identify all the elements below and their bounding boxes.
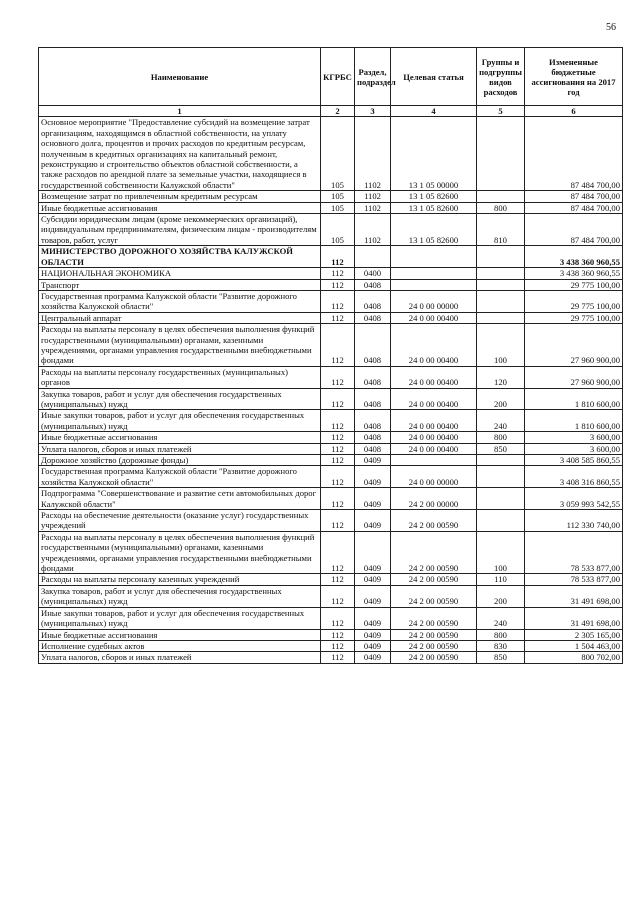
row-name: Центральный аппарат — [39, 312, 321, 323]
row-kgrbs: 112 — [321, 531, 355, 574]
column-number: 3 — [355, 106, 391, 117]
column-number-row — [39, 106, 623, 117]
row-razdel: 0408 — [355, 279, 391, 290]
row-expense-type: 830 — [477, 640, 525, 651]
row-kgrbs: 112 — [321, 574, 355, 585]
row-name: Расходы на выплаты персоналу в целях обеспечения выполнения функций государственными (муниципальными) органами, казенными учреждениями, органами управления государственными внебюджетными фондами — [39, 531, 321, 574]
row-name: Государственная программа Калужской области "Развитие дорожного хозяйства Калужской области" — [39, 290, 321, 312]
row-kgrbs: 112 — [321, 366, 355, 388]
row-target-article: 24 2 00 00590 — [391, 640, 477, 651]
table-row — [39, 388, 623, 410]
table-row — [39, 279, 623, 290]
row-razdel: 1102 — [355, 214, 391, 246]
page-number: 56 — [606, 22, 616, 33]
column-number: 2 — [321, 106, 355, 117]
row-razdel: 1102 — [355, 117, 391, 191]
header-razdel: Раздел, подраздел — [355, 48, 391, 106]
table-row — [39, 585, 623, 607]
row-amount: 27 960 900,00 — [525, 324, 623, 367]
row-kgrbs: 112 — [321, 510, 355, 532]
table-row — [39, 574, 623, 585]
table-row — [39, 312, 623, 323]
row-name: Подпрограмма "Совершенствование и развитие сети автомобильных дорог Калужской области" — [39, 488, 321, 510]
row-razdel — [355, 246, 391, 268]
table-row — [39, 214, 623, 246]
row-kgrbs: 112 — [321, 652, 355, 663]
row-razdel: 0400 — [355, 268, 391, 279]
row-target-article: 24 0 00 00400 — [391, 312, 477, 323]
row-target-article: 24 2 00 00000 — [391, 488, 477, 510]
row-expense-type: 200 — [477, 388, 525, 410]
row-name: Расходы на обеспечение деятельности (оказание услуг) государственных учреждений — [39, 510, 321, 532]
table-row — [39, 290, 623, 312]
row-amount: 31 491 698,00 — [525, 585, 623, 607]
row-amount: 87 484 700,00 — [525, 117, 623, 191]
row-name: Расходы на выплаты персоналу в целях обеспечения выполнения функций государственными (муниципальными) органами, казенными учреждениями, органами управления государственными внебюджетными фондами — [39, 324, 321, 367]
row-kgrbs: 112 — [321, 290, 355, 312]
header-row — [39, 48, 623, 106]
row-kgrbs: 112 — [321, 455, 355, 466]
row-name: Закупка товаров, работ и услуг для обеспечения государственных (муниципальных) нужд — [39, 585, 321, 607]
row-razdel: 0409 — [355, 455, 391, 466]
table-row — [39, 443, 623, 454]
table-body — [39, 117, 623, 663]
row-target-article — [391, 246, 477, 268]
row-name: Государственная программа Калужской области "Развитие дорожного хозяйства Калужской области" — [39, 466, 321, 488]
column-number: 5 — [477, 106, 525, 117]
row-razdel: 0408 — [355, 388, 391, 410]
row-target-article: 24 0 00 00000 — [391, 466, 477, 488]
row-amount: 87 484 700,00 — [525, 214, 623, 246]
row-amount: 78 533 877,00 — [525, 531, 623, 574]
table-row — [39, 455, 623, 466]
row-target-article: 13 1 05 82600 — [391, 202, 477, 213]
row-kgrbs: 112 — [321, 585, 355, 607]
row-expense-type — [477, 488, 525, 510]
row-kgrbs: 112 — [321, 640, 355, 651]
row-name: МИНИСТЕРСТВО ДОРОЖНОГО ХОЗЯЙСТВА КАЛУЖСКОЙ ОБЛАСТИ — [39, 246, 321, 268]
row-amount: 3 408 316 860,55 — [525, 466, 623, 488]
row-amount: 31 491 698,00 — [525, 607, 623, 629]
row-name: Субсидии юридическим лицам (кроме некоммерческих организаций), индивидуальным предпринимателям, физическим лицам - производителям товаров, работ, услуг — [39, 214, 321, 246]
row-target-article: 24 0 00 00000 — [391, 290, 477, 312]
row-razdel: 0409 — [355, 640, 391, 651]
table-row — [39, 191, 623, 202]
table-row — [39, 117, 623, 191]
row-kgrbs: 112 — [321, 312, 355, 323]
row-kgrbs: 105 — [321, 214, 355, 246]
row-target-article: 24 2 00 00590 — [391, 510, 477, 532]
column-number: 1 — [39, 106, 321, 117]
row-amount: 2 305 165,00 — [525, 629, 623, 640]
row-razdel: 0409 — [355, 585, 391, 607]
row-expense-type — [477, 246, 525, 268]
row-expense-type — [477, 290, 525, 312]
row-expense-type — [477, 466, 525, 488]
row-expense-type — [477, 312, 525, 323]
row-kgrbs: 112 — [321, 268, 355, 279]
row-target-article: 13 1 05 82600 — [391, 191, 477, 202]
row-kgrbs: 112 — [321, 488, 355, 510]
row-name: Транспорт — [39, 279, 321, 290]
table-row — [39, 432, 623, 443]
row-target-article: 24 0 00 00400 — [391, 443, 477, 454]
row-name: Иные закупки товаров, работ и услуг для обеспечения государственных (муниципальных) нужд — [39, 410, 321, 432]
row-name: Расходы на выплаты персоналу казенных учреждений — [39, 574, 321, 585]
row-expense-type — [477, 455, 525, 466]
row-razdel: 0409 — [355, 531, 391, 574]
row-target-article: 13 1 05 82600 — [391, 214, 477, 246]
row-target-article: 24 2 00 00590 — [391, 574, 477, 585]
row-expense-type: 100 — [477, 324, 525, 367]
table-row — [39, 488, 623, 510]
row-amount: 3 600,00 — [525, 443, 623, 454]
header-target-article: Целевая статья — [391, 48, 477, 106]
row-amount: 112 330 740,00 — [525, 510, 623, 532]
row-expense-type: 810 — [477, 214, 525, 246]
row-razdel: 0409 — [355, 466, 391, 488]
row-expense-type: 100 — [477, 531, 525, 574]
row-kgrbs: 112 — [321, 410, 355, 432]
table-row — [39, 410, 623, 432]
table-row — [39, 652, 623, 663]
table-row — [39, 324, 623, 367]
row-razdel: 1102 — [355, 202, 391, 213]
table-row — [39, 246, 623, 268]
row-name: Возмещение затрат по привлеченным кредитным ресурсам — [39, 191, 321, 202]
row-razdel: 0409 — [355, 629, 391, 640]
row-amount: 3 600,00 — [525, 432, 623, 443]
row-amount: 29 775 100,00 — [525, 279, 623, 290]
table-row — [39, 268, 623, 279]
row-target-article — [391, 455, 477, 466]
row-kgrbs: 112 — [321, 432, 355, 443]
row-kgrbs: 112 — [321, 629, 355, 640]
table-row — [39, 531, 623, 574]
row-razdel: 0408 — [355, 410, 391, 432]
row-kgrbs: 112 — [321, 388, 355, 410]
row-amount: 87 484 700,00 — [525, 202, 623, 213]
row-expense-type: 850 — [477, 443, 525, 454]
row-amount: 3 408 585 860,55 — [525, 455, 623, 466]
row-razdel: 0408 — [355, 366, 391, 388]
table-row — [39, 366, 623, 388]
row-expense-type: 850 — [477, 652, 525, 663]
row-name: Иные закупки товаров, работ и услуг для обеспечения государственных (муниципальных) нужд — [39, 607, 321, 629]
row-amount: 1 504 463,00 — [525, 640, 623, 651]
row-kgrbs: 105 — [321, 202, 355, 213]
row-razdel: 0409 — [355, 488, 391, 510]
row-amount: 3 438 360 960,55 — [525, 268, 623, 279]
row-name: Основное мероприятие "Предоставление субсидий на возмещение затрат организациям, находящимся в областной собственности, на уплату основного долга, процентов и прочих расходов по кредитным ресурсам, полученным в кредитных организациях на капитальный ремонт, реконструкцию и строительство объектов областной собственности, а также расходов по арендной плате за земельные участки, находящиеся в государственной собственности Калужской области" — [39, 117, 321, 191]
row-amount: 29 775 100,00 — [525, 312, 623, 323]
table-row — [39, 202, 623, 213]
row-expense-type — [477, 117, 525, 191]
row-target-article: 24 2 00 00590 — [391, 652, 477, 663]
row-kgrbs: 112 — [321, 279, 355, 290]
row-expense-type: 240 — [477, 410, 525, 432]
row-razdel: 0408 — [355, 290, 391, 312]
row-expense-type: 800 — [477, 432, 525, 443]
row-razdel: 0408 — [355, 443, 391, 454]
row-target-article: 13 1 05 00000 — [391, 117, 477, 191]
row-name: Иные бюджетные ассигнования — [39, 432, 321, 443]
header-expense-type: Группы и подгруппы видов расходов — [477, 48, 525, 106]
row-kgrbs: 112 — [321, 246, 355, 268]
row-expense-type: 800 — [477, 629, 525, 640]
row-amount: 27 960 900,00 — [525, 366, 623, 388]
row-kgrbs: 105 — [321, 117, 355, 191]
table-row — [39, 510, 623, 532]
row-expense-type: 200 — [477, 585, 525, 607]
row-razdel: 0408 — [355, 432, 391, 443]
row-expense-type — [477, 279, 525, 290]
row-name: Иные бюджетные ассигнования — [39, 202, 321, 213]
row-amount: 1 810 600,00 — [525, 388, 623, 410]
row-name: Закупка товаров, работ и услуг для обеспечения государственных (муниципальных) нужд — [39, 388, 321, 410]
row-target-article: 24 2 00 00590 — [391, 531, 477, 574]
table-row — [39, 607, 623, 629]
row-target-article: 24 0 00 00400 — [391, 324, 477, 367]
row-razdel: 0409 — [355, 607, 391, 629]
row-razdel: 0408 — [355, 324, 391, 367]
header-kgrbs: КГРБС — [321, 48, 355, 106]
row-name: Уплата налогов, сборов и иных платежей — [39, 443, 321, 454]
header-name: Наименование — [39, 48, 321, 106]
row-expense-type — [477, 268, 525, 279]
row-name: Уплата налогов, сборов и иных платежей — [39, 652, 321, 663]
row-name: Расходы на выплаты персоналу государственных (муниципальных) органов — [39, 366, 321, 388]
row-target-article: 24 2 00 00590 — [391, 585, 477, 607]
row-amount: 3 438 360 960,55 — [525, 246, 623, 268]
row-target-article: 24 2 00 00590 — [391, 629, 477, 640]
row-name: НАЦИОНАЛЬНАЯ ЭКОНОМИКА — [39, 268, 321, 279]
row-amount: 29 775 100,00 — [525, 290, 623, 312]
column-number: 4 — [391, 106, 477, 117]
row-razdel: 0409 — [355, 574, 391, 585]
row-razdel: 0408 — [355, 312, 391, 323]
row-kgrbs: 112 — [321, 443, 355, 454]
row-razdel: 0409 — [355, 652, 391, 663]
row-amount: 78 533 877,00 — [525, 574, 623, 585]
row-target-article: 24 0 00 00400 — [391, 410, 477, 432]
row-name: Иные бюджетные ассигнования — [39, 629, 321, 640]
row-amount: 800 702,00 — [525, 652, 623, 663]
row-expense-type — [477, 510, 525, 532]
row-expense-type: 800 — [477, 202, 525, 213]
row-target-article: 24 0 00 00400 — [391, 432, 477, 443]
row-target-article: 24 0 00 00400 — [391, 388, 477, 410]
row-razdel: 1102 — [355, 191, 391, 202]
header-amount: Измененные бюджетные ассигнования на 2017 год — [525, 48, 623, 106]
row-target-article: 24 2 00 00590 — [391, 607, 477, 629]
row-expense-type: 120 — [477, 366, 525, 388]
table-row — [39, 466, 623, 488]
table-row — [39, 629, 623, 640]
table-row — [39, 640, 623, 651]
budget-table — [38, 47, 623, 664]
row-amount: 3 059 993 542,55 — [525, 488, 623, 510]
row-amount: 1 810 600,00 — [525, 410, 623, 432]
row-name: Дорожное хозяйство (дорожные фонды) — [39, 455, 321, 466]
row-kgrbs: 112 — [321, 607, 355, 629]
row-expense-type — [477, 191, 525, 202]
row-name: Исполнение судебных актов — [39, 640, 321, 651]
row-target-article — [391, 279, 477, 290]
row-kgrbs: 112 — [321, 466, 355, 488]
row-kgrbs: 105 — [321, 191, 355, 202]
row-target-article: 24 0 00 00400 — [391, 366, 477, 388]
row-razdel: 0409 — [355, 510, 391, 532]
row-expense-type: 240 — [477, 607, 525, 629]
row-kgrbs: 112 — [321, 324, 355, 367]
row-amount: 87 484 700,00 — [525, 191, 623, 202]
column-number: 6 — [525, 106, 623, 117]
row-expense-type: 110 — [477, 574, 525, 585]
row-target-article — [391, 268, 477, 279]
